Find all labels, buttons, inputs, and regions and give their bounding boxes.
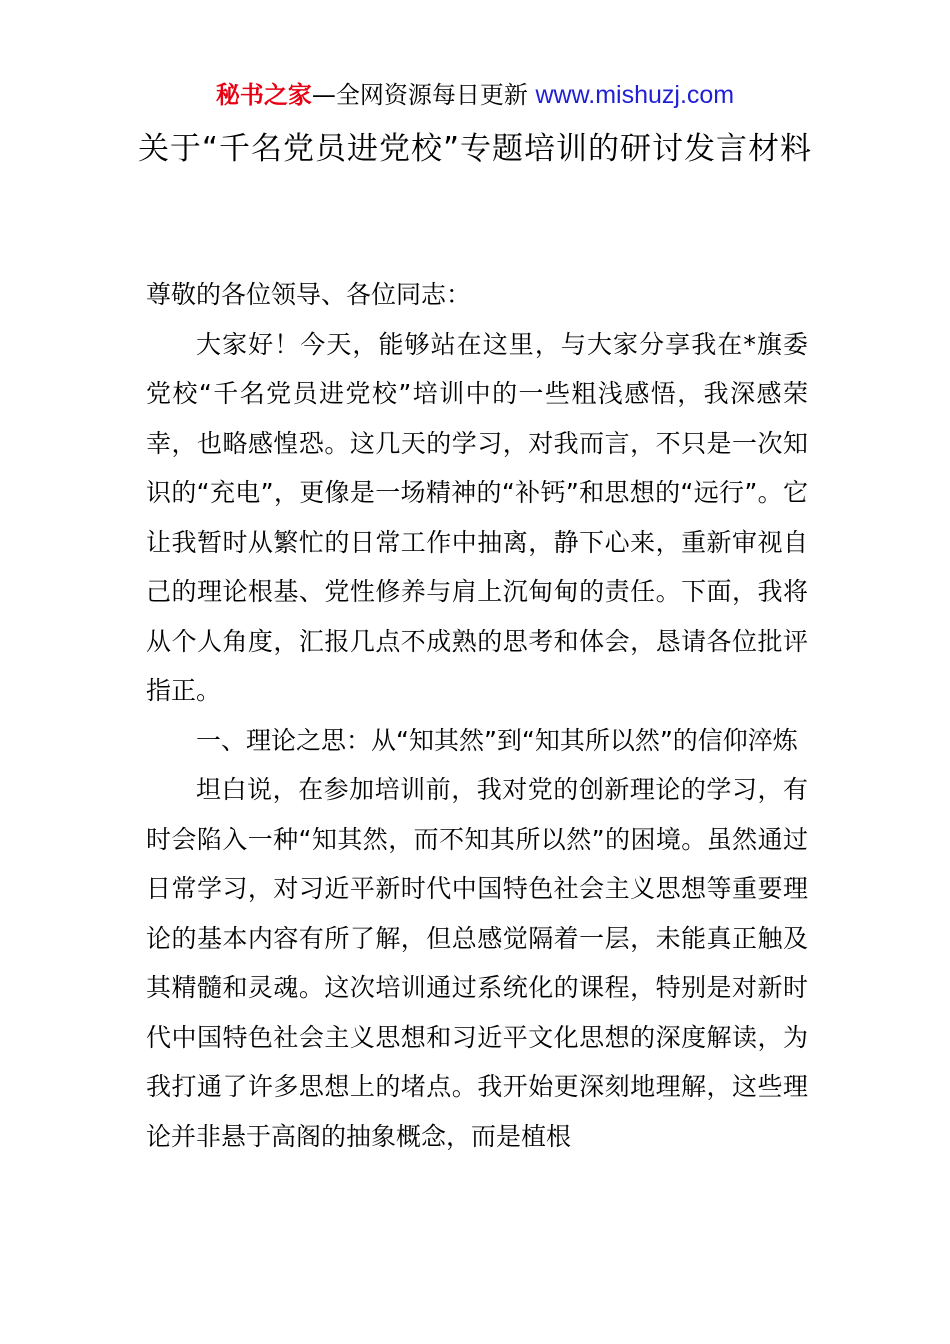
paragraph-theory: 坦白说，在参加培训前，我对党的创新理论的学习，有时会陷入一种“知其然，而不知其所以然”的困境。虽然通过日常学习，对习近平新时代中国特色社会主义思想等重要理论的基本内容有所了解，但总感觉隔着一层，未能真正触及其精髓和灵魂。这次培训通过系统化的课程，特别是对新时代中国特色社会主义思想和习近平文化思想的深度解读，为我打通了许多思想上的堵点。我开始更深刻地理解，这些理论并非悬于高阁的抽象概念，而是植根: [146, 775, 808, 1151]
site-url-link[interactable]: www.mishuzj.com: [535, 81, 735, 109]
section-heading-1: 一、理论之思：从“知其然”到“知其所以然”的信仰淬炼: [196, 725, 798, 755]
document-title: 关于“千名党员进党校”专题培训的研讨发言材料: [137, 131, 813, 167]
site-header: [0, 78, 950, 112]
site-tagline: —全网资源每日更新: [311, 81, 536, 109]
salutation: 尊敬的各位领导、各位同志：: [146, 280, 472, 309]
site-brand: 秘书之家: [215, 81, 312, 109]
paragraph-intro: 大家好！今天，能够站在这里，与大家分享我在*旗委党校“千名党员进党校”培训中的一些粗浅感悟，我深感荣幸，也略感惶恐。这几天的学习，对我而言，不只是一次知识的“充电”，更像是一场精神的“补钙”和思想的“远行”。它让我暂时从繁忙的日常工作中抽离，静下心来，重新审视自己的理论根基、党性修养与肩上沉甸甸的责任。下面，我将从个人角度，汇报几点不成熟的思考和体会，恳请各位批评指正。: [146, 329, 808, 705]
document-body: [146, 270, 808, 1161]
